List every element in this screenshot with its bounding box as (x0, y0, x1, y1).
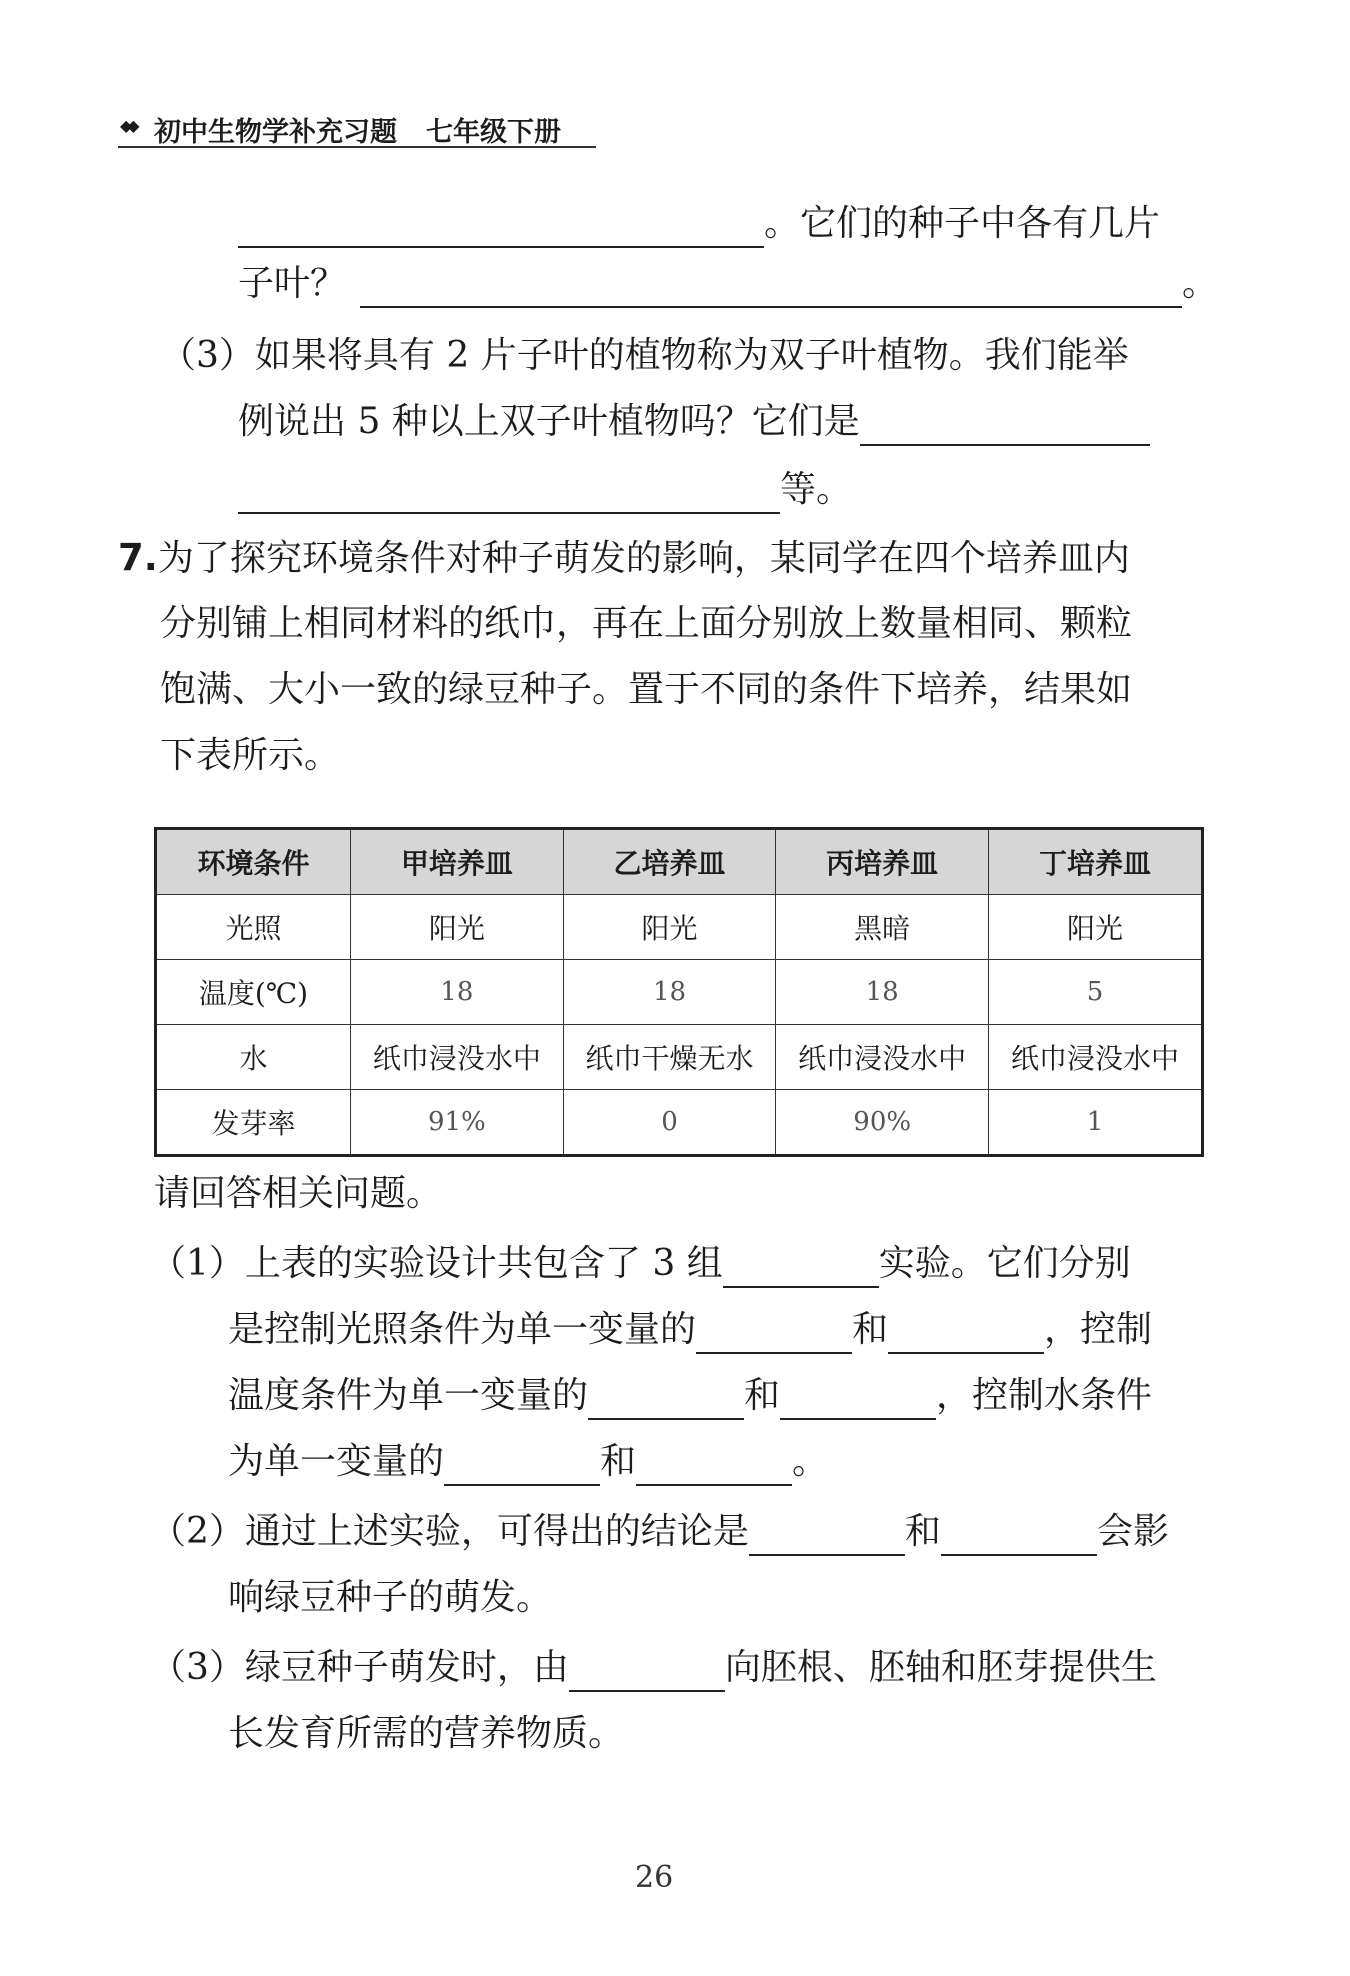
q7-sub1-line-2 (228, 1306, 1152, 1354)
page-header (118, 110, 596, 148)
q7-sub2-text: 和 (904, 1511, 941, 1552)
q7-sub1-line-1 (150, 1240, 1131, 1288)
table-header-cell: 甲培养皿 (351, 829, 564, 895)
answer-blank[interactable] (696, 1314, 852, 1354)
table-cell: 0 (563, 1090, 776, 1156)
table-row (156, 1090, 1203, 1156)
q6-line2-text: 子叶？ (238, 263, 347, 304)
table-row-label: 温度(℃) (156, 960, 351, 1025)
table-header-row (156, 829, 1203, 895)
answer-blank[interactable] (238, 474, 780, 514)
table-cell: 阳光 (351, 895, 564, 960)
answer-blank[interactable] (444, 1446, 600, 1486)
q7-sub3-line-2 (228, 1710, 624, 1758)
table-cell: 18 (563, 960, 776, 1025)
q7-sub2-text: 通过上述实验，可得出的结论是 (244, 1511, 749, 1552)
table-cell: 纸巾干燥无水 (563, 1025, 776, 1090)
table-header-cell: 丙培养皿 (776, 829, 989, 895)
q6-line-2 (238, 260, 1218, 308)
answer-blank[interactable] (860, 406, 1150, 446)
q7-sub1-line-3 (228, 1372, 1152, 1420)
q6-line1-text: 。它们的种子中各有几片 (764, 203, 1161, 244)
q7-sub2-text: 响绿豆种子的萌发。 (228, 1577, 553, 1618)
q7-sub1-text: 和 (600, 1441, 637, 1482)
q7-sub3-text: 绿豆种子萌发时，由 (244, 1647, 569, 1688)
q7-sub3-text: 长发育所需的营养物质。 (228, 1713, 625, 1754)
diamond-mark-icon: ◆◆ (120, 116, 135, 135)
answer-blank[interactable] (238, 208, 764, 248)
q6-part3-text: 如果将具有 2 片子叶的植物称为双子叶植物。我们能举 (254, 335, 1129, 376)
q7-sub3-line-1 (150, 1644, 1157, 1692)
table-cell: 纸巾浸没水中 (776, 1025, 989, 1090)
q7-sub1-text: 温度条件为单一变量的 (228, 1375, 589, 1416)
table-row-label: 发芽率 (156, 1090, 351, 1156)
q7-stem-line-2 (160, 600, 1132, 648)
q7-sub1-text: ，控制 (1044, 1309, 1153, 1350)
table-row-label: 水 (156, 1025, 351, 1090)
q7-sub1-text: 和 (744, 1375, 781, 1416)
table-row-label: 光照 (156, 895, 351, 960)
q7-prompt (154, 1170, 442, 1218)
answer-blank[interactable] (569, 1652, 725, 1692)
answer-blank[interactable] (941, 1516, 1097, 1556)
table-header-cell: 乙培养皿 (563, 829, 776, 895)
answer-blank[interactable] (749, 1516, 905, 1556)
sub-question-number: （3） (150, 1647, 245, 1688)
table-cell: 1 (989, 1090, 1203, 1156)
q7-prompt-text: 请回答相关问题。 (154, 1173, 443, 1214)
q7-sub2-text: 会影 (1096, 1511, 1169, 1552)
q6-part3-text: 等。 (780, 469, 853, 510)
page-number: 26 (635, 1860, 674, 1895)
table-cell: 18 (351, 960, 564, 1025)
q7-sub2-line-1 (150, 1508, 1169, 1556)
answer-blank[interactable] (636, 1446, 792, 1486)
answer-blank[interactable] (888, 1314, 1044, 1354)
table-cell: 91% (351, 1090, 564, 1156)
q7-sub1-text: 。 (792, 1441, 829, 1482)
table-header-cell: 环境条件 (156, 829, 351, 895)
table-cell: 黑暗 (776, 895, 989, 960)
q7-stem-line-4 (160, 732, 340, 780)
sub-question-number: （2） (150, 1511, 245, 1552)
q7-stem-text: 饱满、大小一致的绿豆种子。置于不同的条件下培养，结果如 (160, 669, 1133, 710)
sub-question-number: （1） (150, 1243, 245, 1284)
table-cell: 90% (776, 1090, 989, 1156)
q7-stem-line-1 (118, 534, 1130, 583)
q6-part3-text: 例说出 5 种以上双子叶植物吗？它们是 (238, 401, 860, 442)
q7-sub1-text: 实验。它们分别 (878, 1243, 1131, 1284)
q7-sub1-text: 上表的实验设计共包含了 3 组 (244, 1243, 723, 1284)
answer-blank[interactable] (780, 1380, 936, 1420)
q7-stem-text: 为了探究环境条件对种子萌发的影响，某同学在四个培养皿内 (157, 538, 1130, 579)
q6-line2-end: 。 (1182, 263, 1219, 304)
table-row (156, 960, 1203, 1025)
q6-line-1 (238, 200, 1160, 248)
table-cell: 18 (776, 960, 989, 1025)
q7-sub1-line-4 (228, 1438, 828, 1486)
q7-sub1-text: 和 (852, 1309, 889, 1350)
table-row (156, 895, 1203, 960)
q7-sub3-text: 向胚根、胚轴和胚芽提供生 (724, 1647, 1157, 1688)
table-cell: 5 (989, 960, 1203, 1025)
q7-stem-line-3 (160, 666, 1132, 714)
q7-sub1-text: 是控制光照条件为单一变量的 (228, 1309, 697, 1350)
q7-sub1-text: ，控制水条件 (936, 1375, 1153, 1416)
answer-blank[interactable] (360, 268, 1182, 308)
table-cell: 阳光 (563, 895, 776, 960)
table-cell: 阳光 (989, 895, 1203, 960)
table-header-cell: 丁培养皿 (989, 829, 1203, 895)
table-cell: 纸巾浸没水中 (989, 1025, 1203, 1090)
sub-question-number: （3） (160, 335, 255, 376)
question-number: 7. (118, 536, 158, 579)
table-cell: 纸巾浸没水中 (351, 1025, 564, 1090)
experiment-table (154, 827, 1204, 1157)
table-row (156, 1025, 1203, 1090)
answer-blank[interactable] (723, 1248, 879, 1288)
q7-stem-text: 分别铺上相同材料的纸巾，再在上面分别放上数量相同、颗粒 (160, 603, 1133, 644)
q6-part3-line-1 (160, 332, 1129, 380)
q7-sub2-line-2 (228, 1574, 552, 1622)
q6-part3-line-3 (238, 466, 852, 514)
answer-blank[interactable] (588, 1380, 744, 1420)
book-title: 初中生物学补充习题 (154, 117, 397, 148)
q7-sub1-text: 为单一变量的 (228, 1441, 445, 1482)
book-subtitle: 七年级下册 (426, 117, 561, 148)
q6-part3-line-2 (238, 398, 1150, 446)
q7-stem-text: 下表所示。 (160, 735, 341, 776)
